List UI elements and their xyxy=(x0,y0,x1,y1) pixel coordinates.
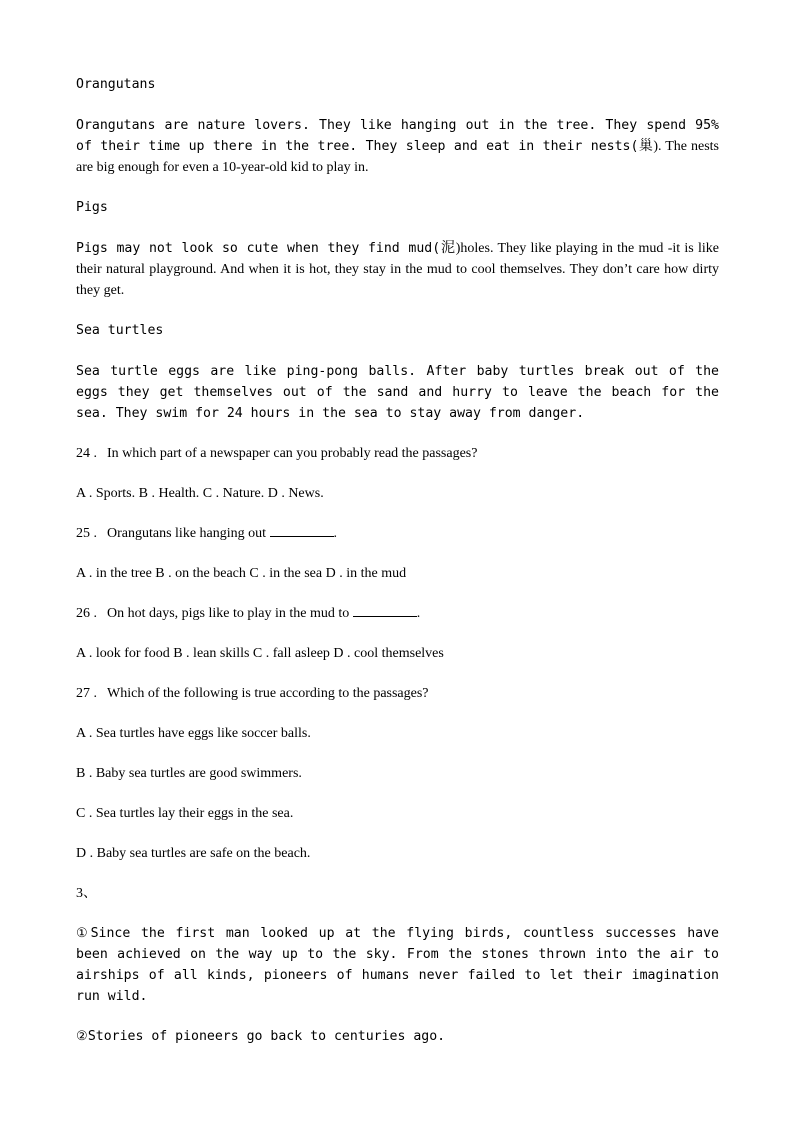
question-25-options: A . in the tree B . on the beach C . in the sea D . in the mud xyxy=(76,566,407,581)
answer-blank xyxy=(270,523,334,537)
passage-orangutans: Orangutans are nature lovers. They like hanging out in the tree. They spend 95% of their time up there in the tree. They sleep and eat in their nests(巢). The nests are big enough for even a 10-year-old kid to play in. xyxy=(76,118,719,175)
part-3-label: 3、 xyxy=(76,886,97,901)
question-27-option-a: A . Sea turtles have eggs like soccer balls. xyxy=(76,726,311,741)
gloss-mud: 泥 xyxy=(440,241,456,256)
question-27-option-c: C . Sea turtles lay their eggs in the sea. xyxy=(76,806,294,821)
passage-sea-turtles: Sea turtle eggs are like ping-pong balls. After baby turtles break out of the eggs they get themselves out of the sand and hurry to leave the beach for the sea. They swim for 24 hours in the sea to stay away from danger. xyxy=(76,364,719,421)
answer-blank xyxy=(353,603,417,617)
question-26: 26 . On hot days, pigs like to play in the mud to . xyxy=(76,603,719,624)
question-25: 25 . Orangutans like hanging out . xyxy=(76,523,719,544)
question-24-options: A . Sports. B . Health. C . Nature. D . News. xyxy=(76,486,324,501)
question-27: 27 . Which of the following is true according to the passages? xyxy=(76,686,429,701)
section-title-sea-turtles: Sea turtles xyxy=(76,323,164,338)
part-3-paragraph-2: ②Stories of pioneers go back to centuries ago. xyxy=(76,1029,446,1044)
question-27-option-d: D . Baby sea turtles are safe on the beach. xyxy=(76,846,311,861)
part-3-paragraph-1: ①Since the first man looked up at the flying birds, countless successes have been achieved on the way up to the sky. From the stones thrown into the air to airships of all kinds, pioneers of humans never failed to let their imagination run wild. xyxy=(76,926,719,1004)
document-page xyxy=(76,74,719,1066)
gloss-nest: 巢 xyxy=(638,139,654,154)
question-26-options: A . look for food B . lean skills C . fall asleep D . cool themselves xyxy=(76,646,444,661)
passage-pigs: Pigs may not look so cute when they find mud(泥)holes. They like playing in the mud -it is like their natural playground. And when it is hot, they stay in the mud to cool themselves. They don’t care how dirty they get. xyxy=(76,241,720,298)
question-27-option-b: B . Baby sea turtles are good swimmers. xyxy=(76,766,302,781)
section-title-pigs: Pigs xyxy=(76,200,108,215)
section-title-orangutans: Orangutans xyxy=(76,77,156,92)
question-24: 24 . In which part of a newspaper can you probably read the passages? xyxy=(76,446,478,461)
